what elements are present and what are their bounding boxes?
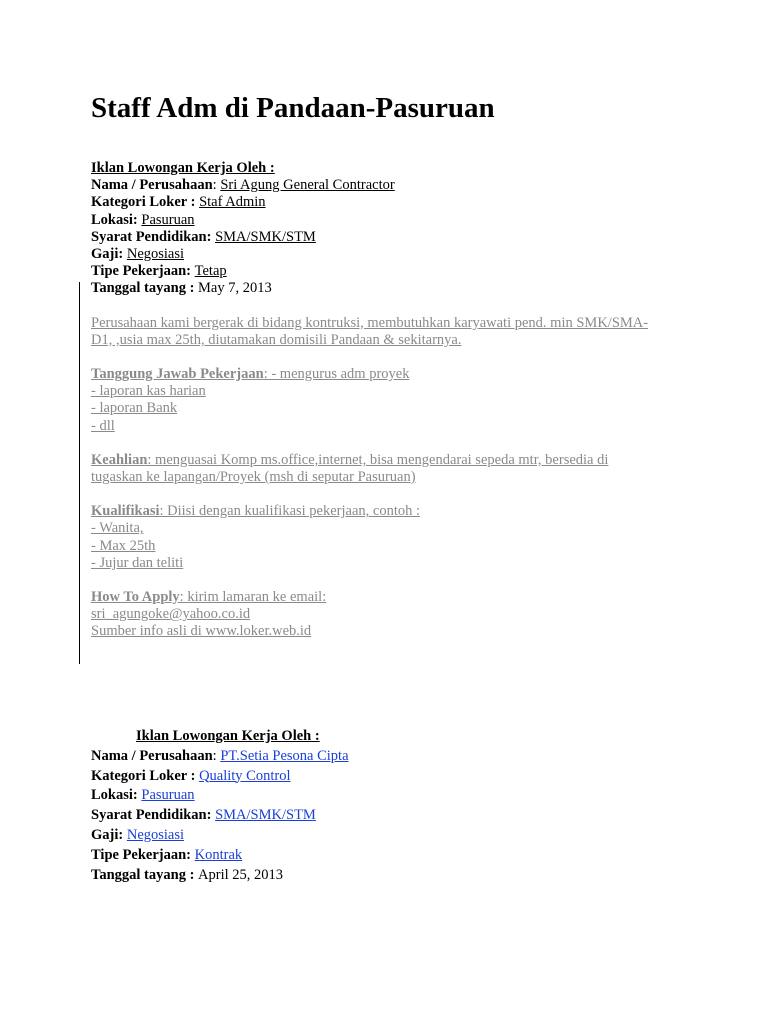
ad1-category-row <box>91 194 648 211</box>
ad2-salary-row <box>91 826 349 846</box>
ad2-date-row <box>91 866 349 886</box>
skills-first-line: Keahlian: menguasai Komp ms.office,internet, bisa mengendarai sepeda mtr, bersedia di <box>91 451 609 468</box>
jobtype-link[interactable]: Kontrak <box>194 846 243 863</box>
ad1-description: Perusahaan kami bergerak di bidang kontruksi, membutuhkan karyawati pend. min SMK/SMA- D1, ,usia max 25th, diutamakan domisili Pandaan & sekitarnya. <box>91 314 649 348</box>
location-label: Lokasi: <box>91 211 142 228</box>
ad1-how-to-apply <box>91 589 648 641</box>
ad1-qualifications <box>91 503 648 572</box>
apply-first-line: How To Apply: kirim lamaran ke email: <box>91 589 327 606</box>
ad1-location-row <box>91 212 648 229</box>
date-label: Tanggal tayang : <box>91 866 199 883</box>
jobtype-label: Tipe Pekerjaan: <box>91 263 195 280</box>
category-label: Kategori Loker : <box>91 194 200 211</box>
location-link[interactable]: Pasuruan <box>141 211 195 228</box>
category-label: Kategori Loker : <box>91 767 200 784</box>
list-item: - laporan kas harian <box>91 383 206 400</box>
qual-first-line: Kualifikasi: Diisi dengan kualifikasi pekerjaan, contoh : <box>91 503 421 520</box>
education-label: Syarat Pendidikan: <box>91 228 216 245</box>
category-link[interactable]: Quality Control <box>199 767 291 784</box>
ad1-salary-row <box>91 246 648 263</box>
ad1-education-row <box>91 229 648 246</box>
jobtype-link[interactable]: Tetap <box>194 263 227 280</box>
salary-label: Gaji: <box>91 246 127 263</box>
location-link[interactable]: Pasuruan <box>141 787 195 804</box>
education-link[interactable]: SMA/SMK/STM <box>215 807 316 824</box>
list-item: - Max 25th <box>91 537 156 554</box>
ad2-education-row <box>91 806 349 826</box>
list-item: - Jujur dan teliti <box>91 554 184 571</box>
ad1-skills: Keahlian: menguasai Komp ms.office,internet, bisa mengendarai sepeda mtr, bersedia di tugaskan ke lapangan/Proyek (msh di seputar Pasuruan) <box>91 452 648 486</box>
ad2-location-row <box>91 786 349 806</box>
ad2-company-row: Nama / Perusahaan: PT.Setia Pesona Cipta <box>91 747 349 764</box>
salary-label: Gaji: <box>91 826 127 843</box>
ad1-date-row <box>91 280 648 297</box>
education-link[interactable]: SMA/SMK/STM <box>215 228 316 245</box>
company-label: Nama / Perusahaan <box>91 177 213 194</box>
salary-link[interactable]: Negosiasi <box>126 826 185 843</box>
ad2-heading: Iklan Lowongan Kerja Oleh : <box>136 728 320 744</box>
date-value: April 25, 2013 <box>198 866 284 883</box>
company-label: Nama / Perusahaan <box>91 747 213 764</box>
education-label: Syarat Pendidikan: <box>91 807 216 824</box>
list-item: - dll <box>91 417 115 434</box>
ad1-duties <box>91 366 648 435</box>
margin-change-bar <box>79 282 80 664</box>
jobtype-label: Tipe Pekerjaan: <box>91 846 195 863</box>
page-title: Staff Adm di Pandaan-Pasuruan <box>91 92 495 124</box>
company-link[interactable]: Sri Agung General Contractor <box>220 177 395 194</box>
apply-source-link[interactable]: Sumber info asli di www.loker.web.id <box>91 623 312 640</box>
date-label: Tanggal tayang : <box>91 280 199 297</box>
salary-link[interactable]: Negosiasi <box>126 246 185 263</box>
ad2-jobtype-row <box>91 846 349 866</box>
apply-email-link[interactable]: sri_agungoke@yahoo.co.id <box>91 606 251 623</box>
ad1-company-row: Nama / Perusahaan: Sri Agung General Contractor <box>91 177 395 194</box>
duties-first-line: Tanggung Jawab Pekerjaan: - mengurus adm proyek <box>91 366 410 383</box>
list-item: - Wanita, <box>91 520 144 537</box>
job-ad-1 <box>91 160 648 641</box>
category-link[interactable]: Staf Admin <box>199 194 266 211</box>
job-ad-2 <box>91 727 349 885</box>
ad1-jobtype-row <box>91 263 648 280</box>
ad2-category-row <box>91 767 349 787</box>
date-value: May 7, 2013 <box>198 280 272 297</box>
ad1-heading: Iklan Lowongan Kerja Oleh : <box>91 160 275 176</box>
location-label: Lokasi: <box>91 787 142 804</box>
company-link[interactable]: PT.Setia Pesona Cipta <box>220 747 349 764</box>
list-item: - laporan Bank <box>91 400 178 417</box>
